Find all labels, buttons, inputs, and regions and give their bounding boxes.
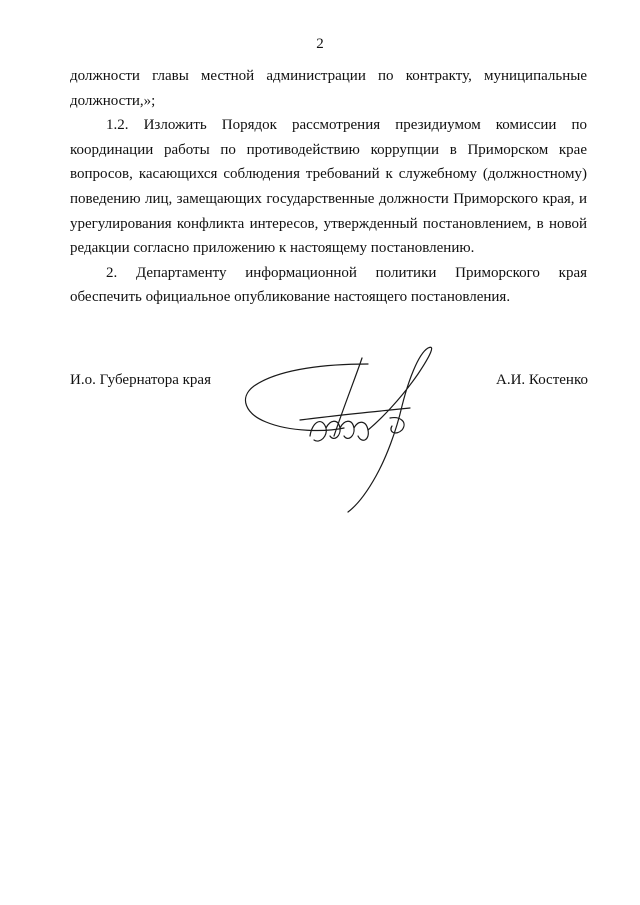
paragraph-continuation: должности главы местной администрации по контракту, муниципальные должности,»; [70, 68, 587, 109]
document-body [70, 64, 587, 310]
signatory-position: И.о. Губернатора края [70, 372, 211, 388]
paragraph-item-2: 2. Департаменту информационной политики Приморского края обеспечить официальное опубликование настоящего постановления. [70, 264, 587, 306]
signatory-name: А.И. Костенко [496, 372, 588, 388]
handwritten-signature [240, 336, 480, 516]
paragraph-item-1-2: 1.2. Изложить Порядок рассмотрения президиумом комиссии по координации работы по противодействию коррупции в Приморском крае вопросов, касающихся соблюдения требований к служебному (должностному) поведению лиц, замещающих государственные должности Приморского края, и урегулирования конфликта интересов, утвержденный постановлением, в новой редакции согласно приложению к настоящему постановлению. [70, 117, 587, 257]
page-number: 2 [316, 36, 324, 52]
